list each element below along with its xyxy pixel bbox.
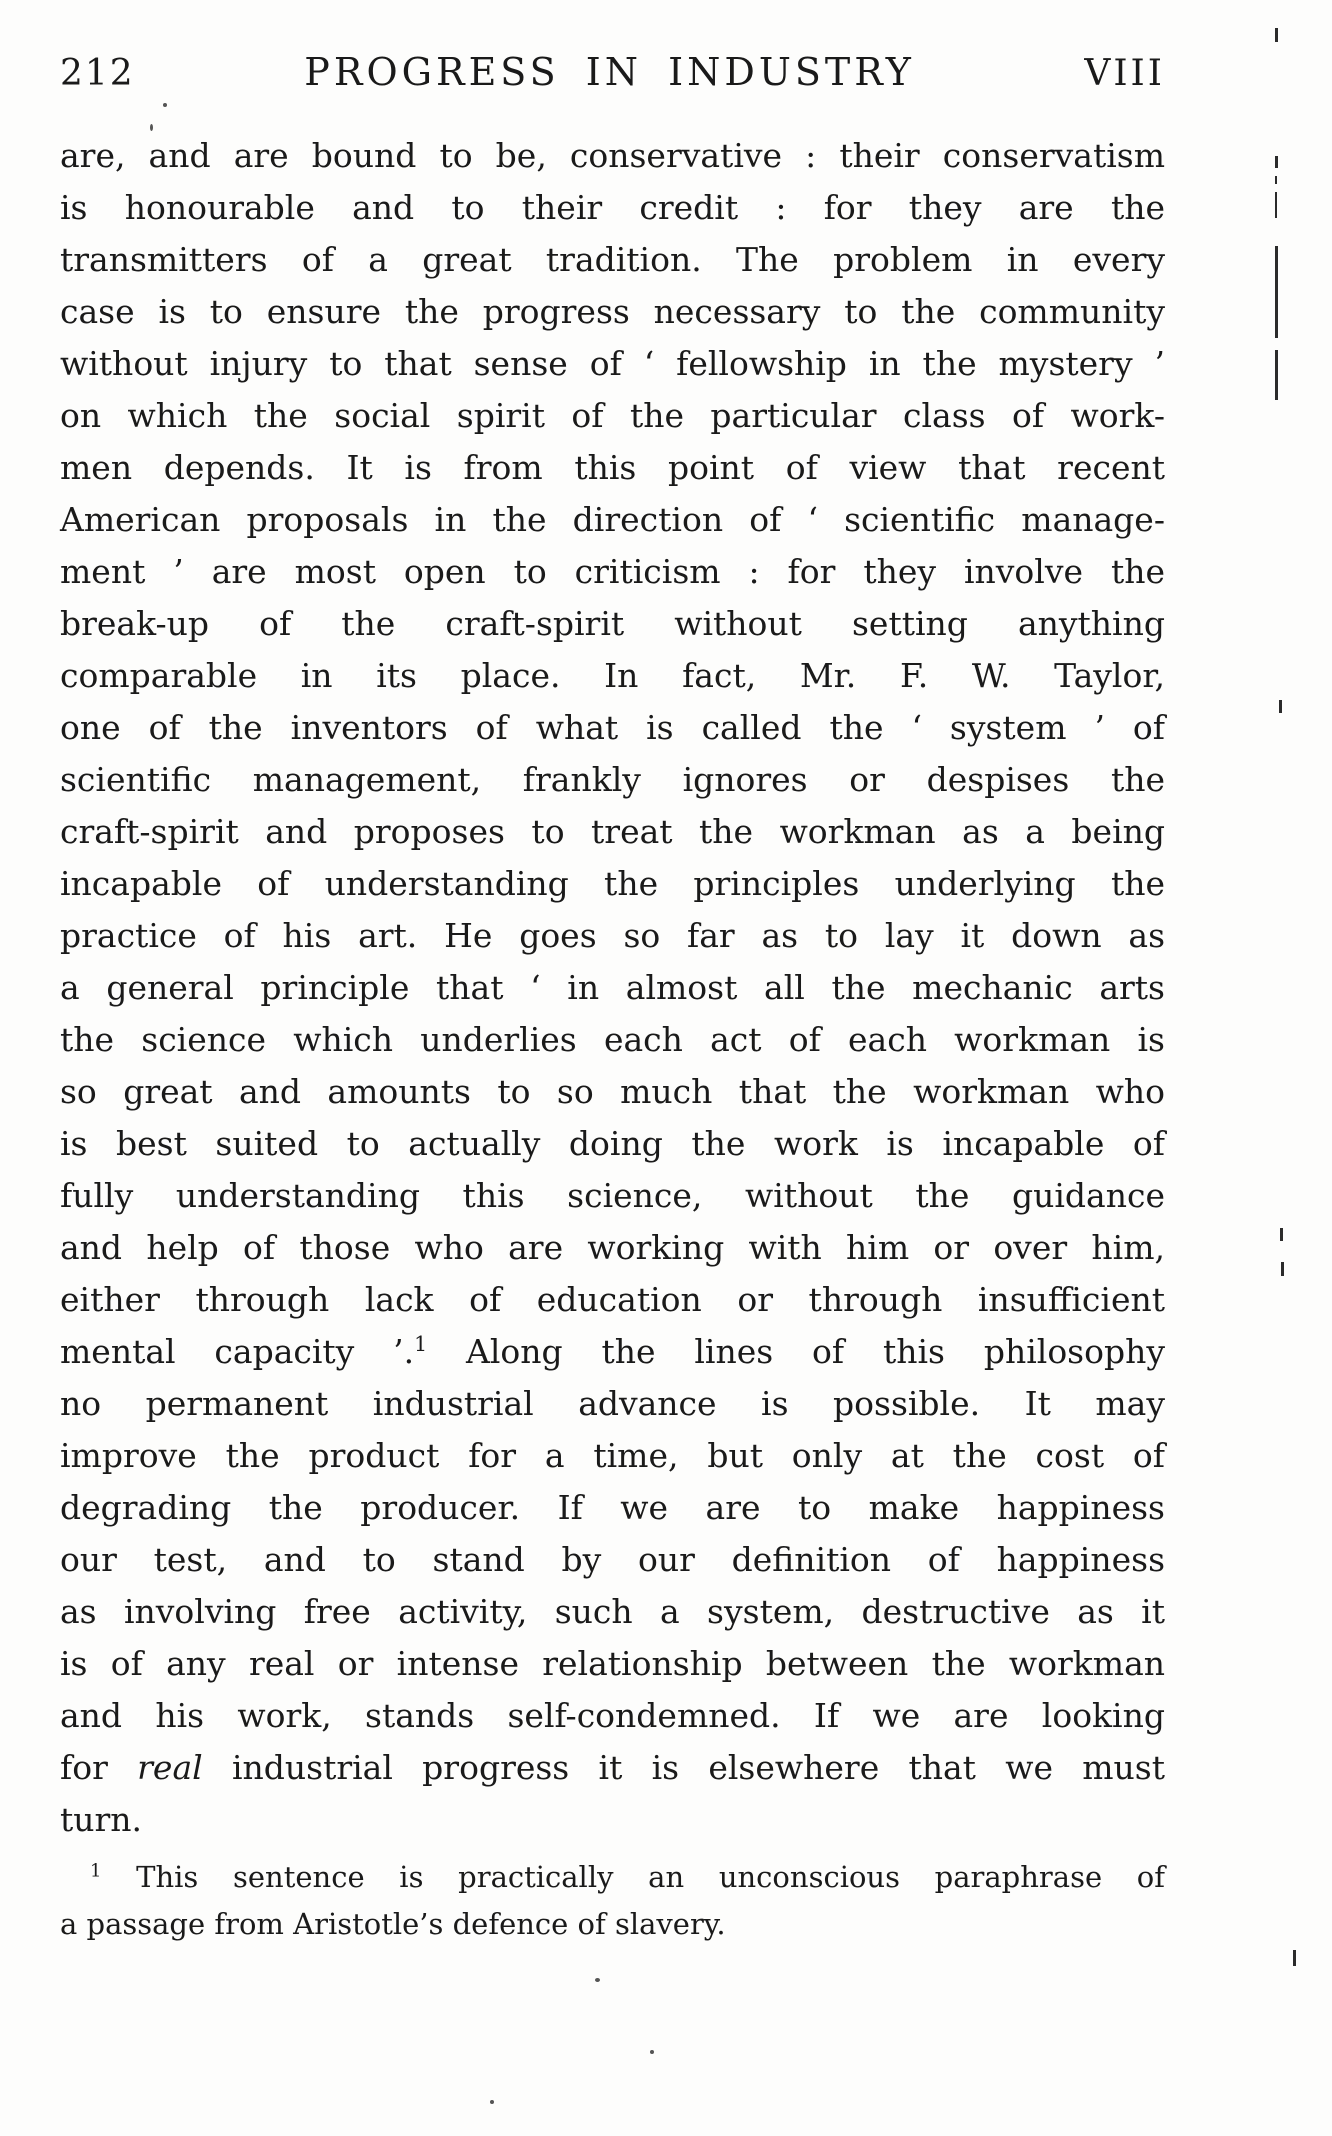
text-line: is best suited to actually doing the work is incapable of	[60, 1124, 1165, 1163]
scan-speck	[490, 2100, 494, 2104]
text-line: degrading the producer. If we are to make happiness	[60, 1488, 1165, 1527]
text-line: no permanent industrial advance is possible. It may	[60, 1384, 1165, 1423]
footnote-line	[60, 1854, 1165, 1901]
scan-artifact	[1275, 350, 1278, 400]
chapter-numeral: VIII	[1084, 53, 1165, 94]
text-line: break-up of the craft-spirit without setting anything	[60, 604, 1165, 643]
text-line: comparable in its place. In fact, Mr. F. W. Taylor,	[60, 656, 1165, 695]
text-segment: industrial progress it is elsewhere that we must	[231, 1748, 1166, 1787]
text-line: without injury to that sense of ‘ fellowship in the mystery ’	[60, 344, 1165, 383]
scan-speck	[650, 2050, 654, 2054]
text-line: is of any real or intense relationship between the workman	[60, 1644, 1165, 1683]
text-line: practice of his art. He goes so far as to lay it down as	[60, 916, 1165, 955]
footnote	[60, 1854, 1165, 1948]
text-line: improve the product for a time, but only at the cost of	[60, 1436, 1165, 1475]
text-line: transmitters of a great tradition. The problem in every	[60, 240, 1165, 279]
text-line: so great and amounts to so much that the workman who	[60, 1072, 1165, 1111]
scan-artifact	[1280, 1228, 1283, 1241]
body-text	[60, 130, 1165, 1846]
text-line: fully understanding this science, without the guidance	[60, 1176, 1165, 1215]
scan-artifact	[1275, 246, 1278, 338]
scan-artifact	[1275, 28, 1278, 42]
text-line: our test, and to stand by our definition of happiness	[60, 1540, 1165, 1579]
running-title: PROGRESS IN INDUSTRY	[304, 50, 915, 94]
text-line: and help of those who are working with him or over him,	[60, 1228, 1165, 1267]
text-line-with-footnote-ref	[60, 1326, 1165, 1378]
text-line: and his work, stands self-condemned. If we are looking	[60, 1696, 1165, 1735]
text-segment: Along the lines of this philosophy	[466, 1332, 1166, 1371]
italic-word: real	[137, 1748, 203, 1787]
text-line: as involving free activity, such a system, destructive as it	[60, 1592, 1165, 1631]
scan-speck	[163, 103, 167, 107]
text-line: case is to ensure the progress necessary to the community	[60, 292, 1165, 331]
text-line: scientific management, frankly ignores or despises the	[60, 760, 1165, 799]
text-line: a general principle that ‘ in almost all the mechanic arts	[60, 968, 1165, 1007]
footnote-text: This sentence is practically an unconscious paraphrase of	[136, 1860, 1165, 1894]
scan-speck	[150, 124, 153, 131]
scan-artifact	[1275, 192, 1277, 218]
text-line: craft-spirit and proposes to treat the workman as a being	[60, 812, 1165, 851]
text-line: on which the social spirit of the particular class of work-	[60, 396, 1165, 435]
text-line: incapable of understanding the principles underlying the	[60, 864, 1165, 903]
text-line: American proposals in the direction of ‘ scientific manage-	[60, 500, 1165, 539]
scan-artifact	[1275, 156, 1278, 168]
text-line: one of the inventors of what is called the ‘ system ’ of	[60, 708, 1165, 747]
footnote-marker: 1	[90, 1860, 102, 1882]
text-line: turn.	[60, 1800, 143, 1839]
running-head	[60, 50, 1165, 94]
text-line-with-italic	[60, 1742, 1165, 1794]
text-line: either through lack of education or through insufficient	[60, 1280, 1165, 1319]
scan-artifact	[1275, 176, 1277, 184]
scan-speck	[595, 1978, 600, 1982]
text-line: are, and are bound to be, conservative : their conservatism	[60, 136, 1165, 175]
scan-artifact	[1279, 700, 1282, 713]
text-line: is honourable and to their credit : for they are the	[60, 188, 1165, 227]
page-number: 212	[60, 53, 135, 94]
footnote-line: a passage from Aristotle’s defence of slavery.	[60, 1907, 726, 1941]
scan-artifact	[1293, 1950, 1296, 1966]
text-segment: mental capacity ’.	[60, 1332, 415, 1371]
text-line: the science which underlies each act of each workman is	[60, 1020, 1165, 1059]
footnote-reference: 1	[414, 1332, 428, 1356]
text-segment: for	[60, 1748, 108, 1787]
text-line: ment ’ are most open to criticism : for they involve the	[60, 552, 1165, 591]
text-line: men depends. It is from this point of view that recent	[60, 448, 1165, 487]
scan-artifact	[1281, 1262, 1284, 1276]
